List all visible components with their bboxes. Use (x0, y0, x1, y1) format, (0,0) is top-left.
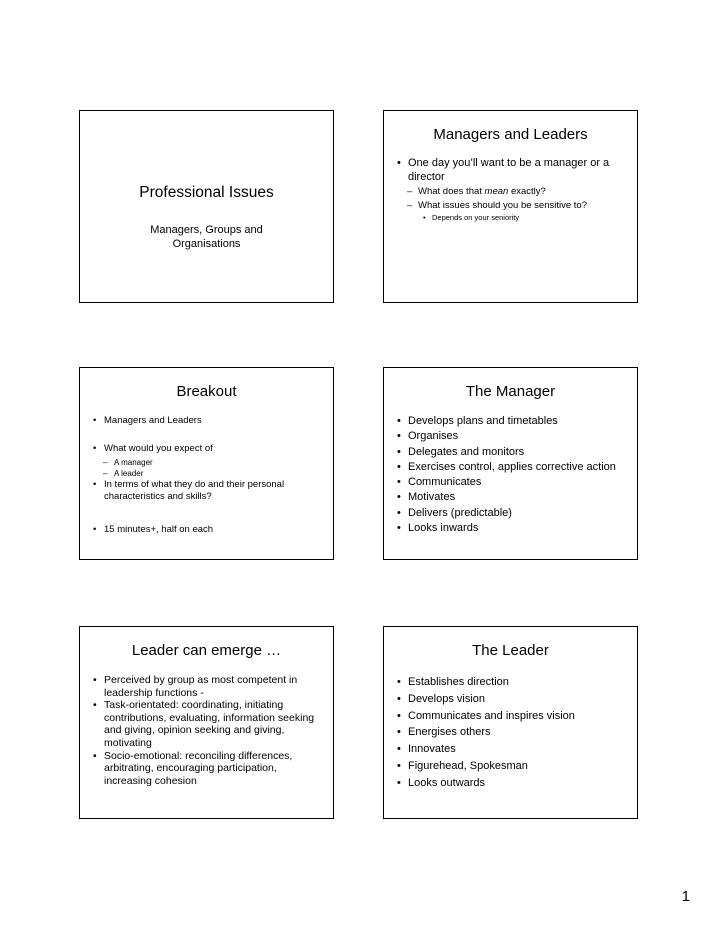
slide-title: Breakout (176, 383, 237, 400)
slide-title: The Leader (472, 642, 549, 659)
sub-bullet-item: – A leader (90, 468, 323, 479)
bullet-item: • Establishes direction (394, 674, 627, 691)
slide-title: Professional Issues (139, 184, 274, 201)
bullet-item: • Exercises control, applies corrective action (394, 460, 627, 475)
bullet-item: • Looks inwards (394, 521, 627, 536)
sub-bullet-item: – A manager (90, 457, 323, 468)
bullet-item: • Delivers (predictable) (394, 506, 627, 521)
slide-subtitle (80, 223, 333, 251)
bullet-item: • Organises (394, 429, 627, 444)
bullet-item: • What would you expect of (90, 443, 323, 455)
bullet-item: • Motivates (394, 490, 627, 505)
subtitle-line: Organisations (172, 238, 241, 250)
bullet-item: • Socio-emotional: reconciling differences, arbitrating, encouraging participation, increasing cohesion (90, 750, 323, 788)
bullet-list (90, 674, 323, 787)
slide-title: Leader can emerge … (131, 642, 282, 659)
bullet-item: • Develops vision (394, 691, 627, 708)
bullet-item: • Energises others (394, 724, 627, 741)
sub-sub-bullet-item: • Depends on your seniority (394, 213, 627, 223)
bullet-item: • Develops plans and timetables (394, 414, 627, 429)
slide-breakout (79, 367, 334, 560)
slide-managers-and-leaders (383, 110, 638, 303)
slide-the-leader (383, 626, 638, 819)
bullet-item: • 15 minutes+, half on each (90, 524, 323, 536)
emphasis-text: mean (484, 186, 509, 197)
sub-bullet-item (394, 185, 627, 198)
bullet-item: • One day you’ll want to be a manager or a director (394, 157, 627, 184)
bullet-item: • Perceived by group as most competent in leadership functions - (90, 674, 323, 699)
bullet-list (394, 414, 627, 536)
slide-leader-can-emerge (79, 626, 334, 819)
bullet-item: • In terms of what they do and their personal characteristics and skills? (90, 479, 323, 503)
slide-cover (79, 110, 334, 303)
bullet-item: • Communicates and inspires vision (394, 708, 627, 725)
page-number: 1 (681, 888, 690, 905)
sub-bullet-item: – What issues should you be sensitive to? (394, 199, 627, 212)
bullet-item: • Looks outwards (394, 775, 627, 792)
bullet-item: • Managers and Leaders (90, 415, 323, 427)
text-run: What does that (418, 186, 485, 197)
subtitle-line: Managers, Groups and (150, 224, 263, 236)
bullet-list (394, 157, 627, 223)
slide-title: Managers and Leaders (433, 126, 588, 143)
bullet-item: • Communicates (394, 475, 627, 490)
bullet-item: • Delegates and monitors (394, 445, 627, 460)
slide-title: The Manager (465, 383, 556, 400)
slide-the-manager (383, 367, 638, 560)
bullet-list (90, 415, 323, 536)
bullet-item: • Figurehead, Spokesman (394, 758, 627, 775)
bullet-list (394, 674, 627, 792)
bullet-item: • Innovates (394, 741, 627, 758)
bullet-item: • Task-orientated: coordinating, initiating contributions, evaluating, information seeking and giving, opinion seeking and giving, motivating (90, 699, 323, 749)
text-run: exactly? (508, 186, 546, 197)
